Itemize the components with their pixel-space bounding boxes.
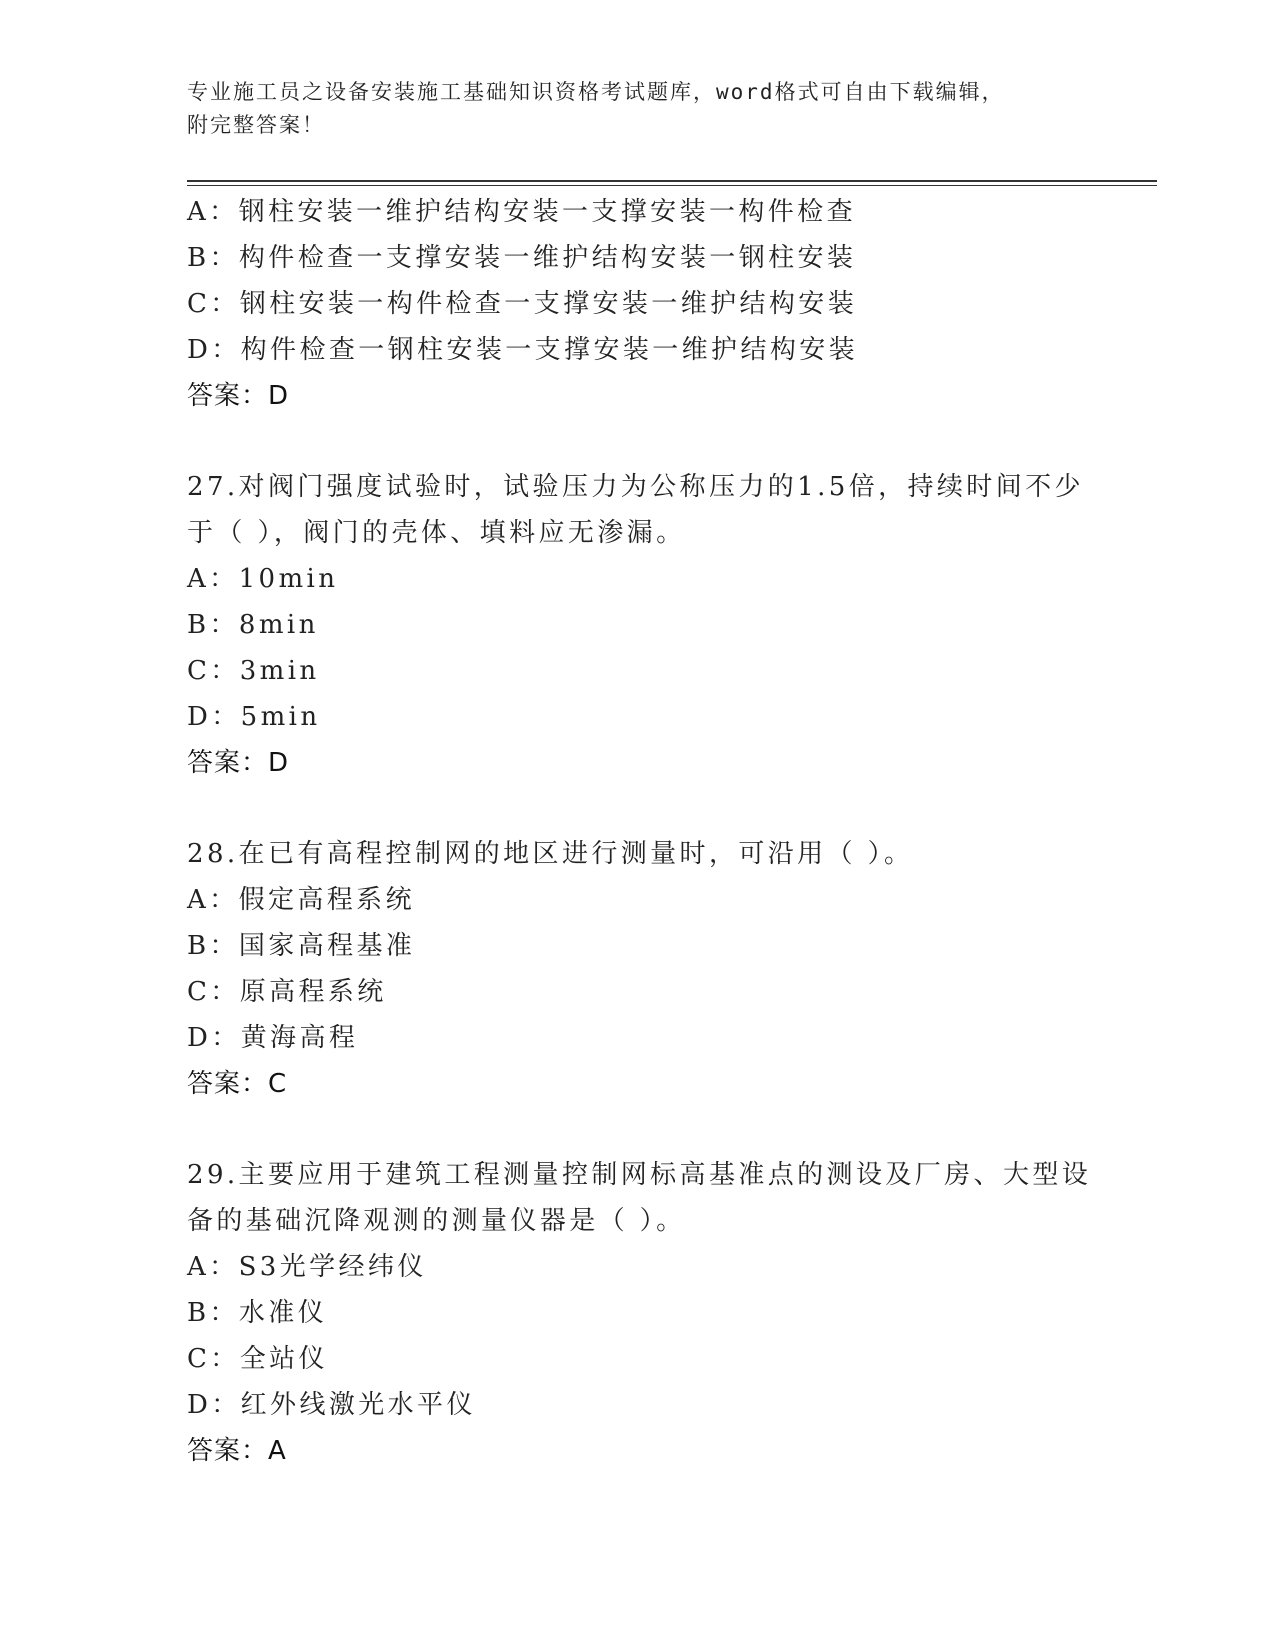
option-c: C：3min — [187, 656, 320, 686]
option-b: B：构件检查一支撑安装一维护结构安装一钢柱安装 — [187, 243, 857, 273]
answer: 答案：D — [187, 381, 290, 411]
header-divider-thick — [187, 180, 1157, 182]
answer: 答案：A — [187, 1436, 287, 1466]
option-c: C：全站仪 — [187, 1344, 328, 1374]
header-divider-thin — [187, 185, 1157, 186]
question-28 — [187, 831, 1087, 1107]
question-text-line-2: 备的基础沉降观测的测量仪器是（ ）。 — [187, 1206, 686, 1236]
option-b: B：8min — [187, 610, 319, 640]
document-header — [187, 76, 1067, 142]
question-text — [187, 831, 1087, 877]
header-line-2: 附完整答案！ — [187, 113, 325, 137]
question-list — [187, 189, 1092, 1474]
question-29 — [187, 1152, 1092, 1474]
option-c: C：钢柱安装一构件检查一支撑安装一维护结构安装 — [187, 289, 858, 319]
question-text — [187, 1152, 1092, 1244]
question-text-line-1: 29.主要应用于建筑工程测量控制网标高基准点的测设及厂房、大型设 — [187, 1160, 1092, 1190]
option-d: D：黄海高程 — [187, 1023, 359, 1053]
option-d: D：5min — [187, 702, 321, 732]
question-text-line-2: 于（ ），阀门的壳体、填料应无渗漏。 — [187, 518, 686, 548]
question-26 — [187, 189, 1087, 419]
question-text-line-1: 28.在已有高程控制网的地区进行测量时，可沿用（ ）。 — [187, 839, 914, 869]
header-line-1: 专业施工员之设备安装施工基础知识资格考试题库，word格式可自由下载编辑， — [187, 80, 1005, 104]
answer: 答案：C — [187, 1069, 288, 1099]
option-a: A：10min — [187, 564, 339, 594]
question-27 — [187, 464, 1087, 786]
option-a: A：假定高程系统 — [187, 885, 415, 915]
answer: 答案：D — [187, 748, 290, 778]
question-text — [187, 464, 1087, 556]
option-b: B：国家高程基准 — [187, 931, 416, 961]
option-a: A：S3光学经纬仪 — [187, 1252, 427, 1282]
option-c: C：原高程系统 — [187, 977, 387, 1007]
option-d: D：红外线激光水平仪 — [187, 1390, 476, 1420]
option-b: B：水准仪 — [187, 1298, 328, 1328]
option-a: A：钢柱安装一维护结构安装一支撑安装一构件检查 — [187, 197, 856, 227]
question-text-line-1: 27.对阀门强度试验时，试验压力为公称压力的1.5倍，持续时间不少 — [187, 472, 1084, 502]
option-d: D：构件检查一钢柱安装一支撑安装一维护结构安装 — [187, 335, 859, 365]
